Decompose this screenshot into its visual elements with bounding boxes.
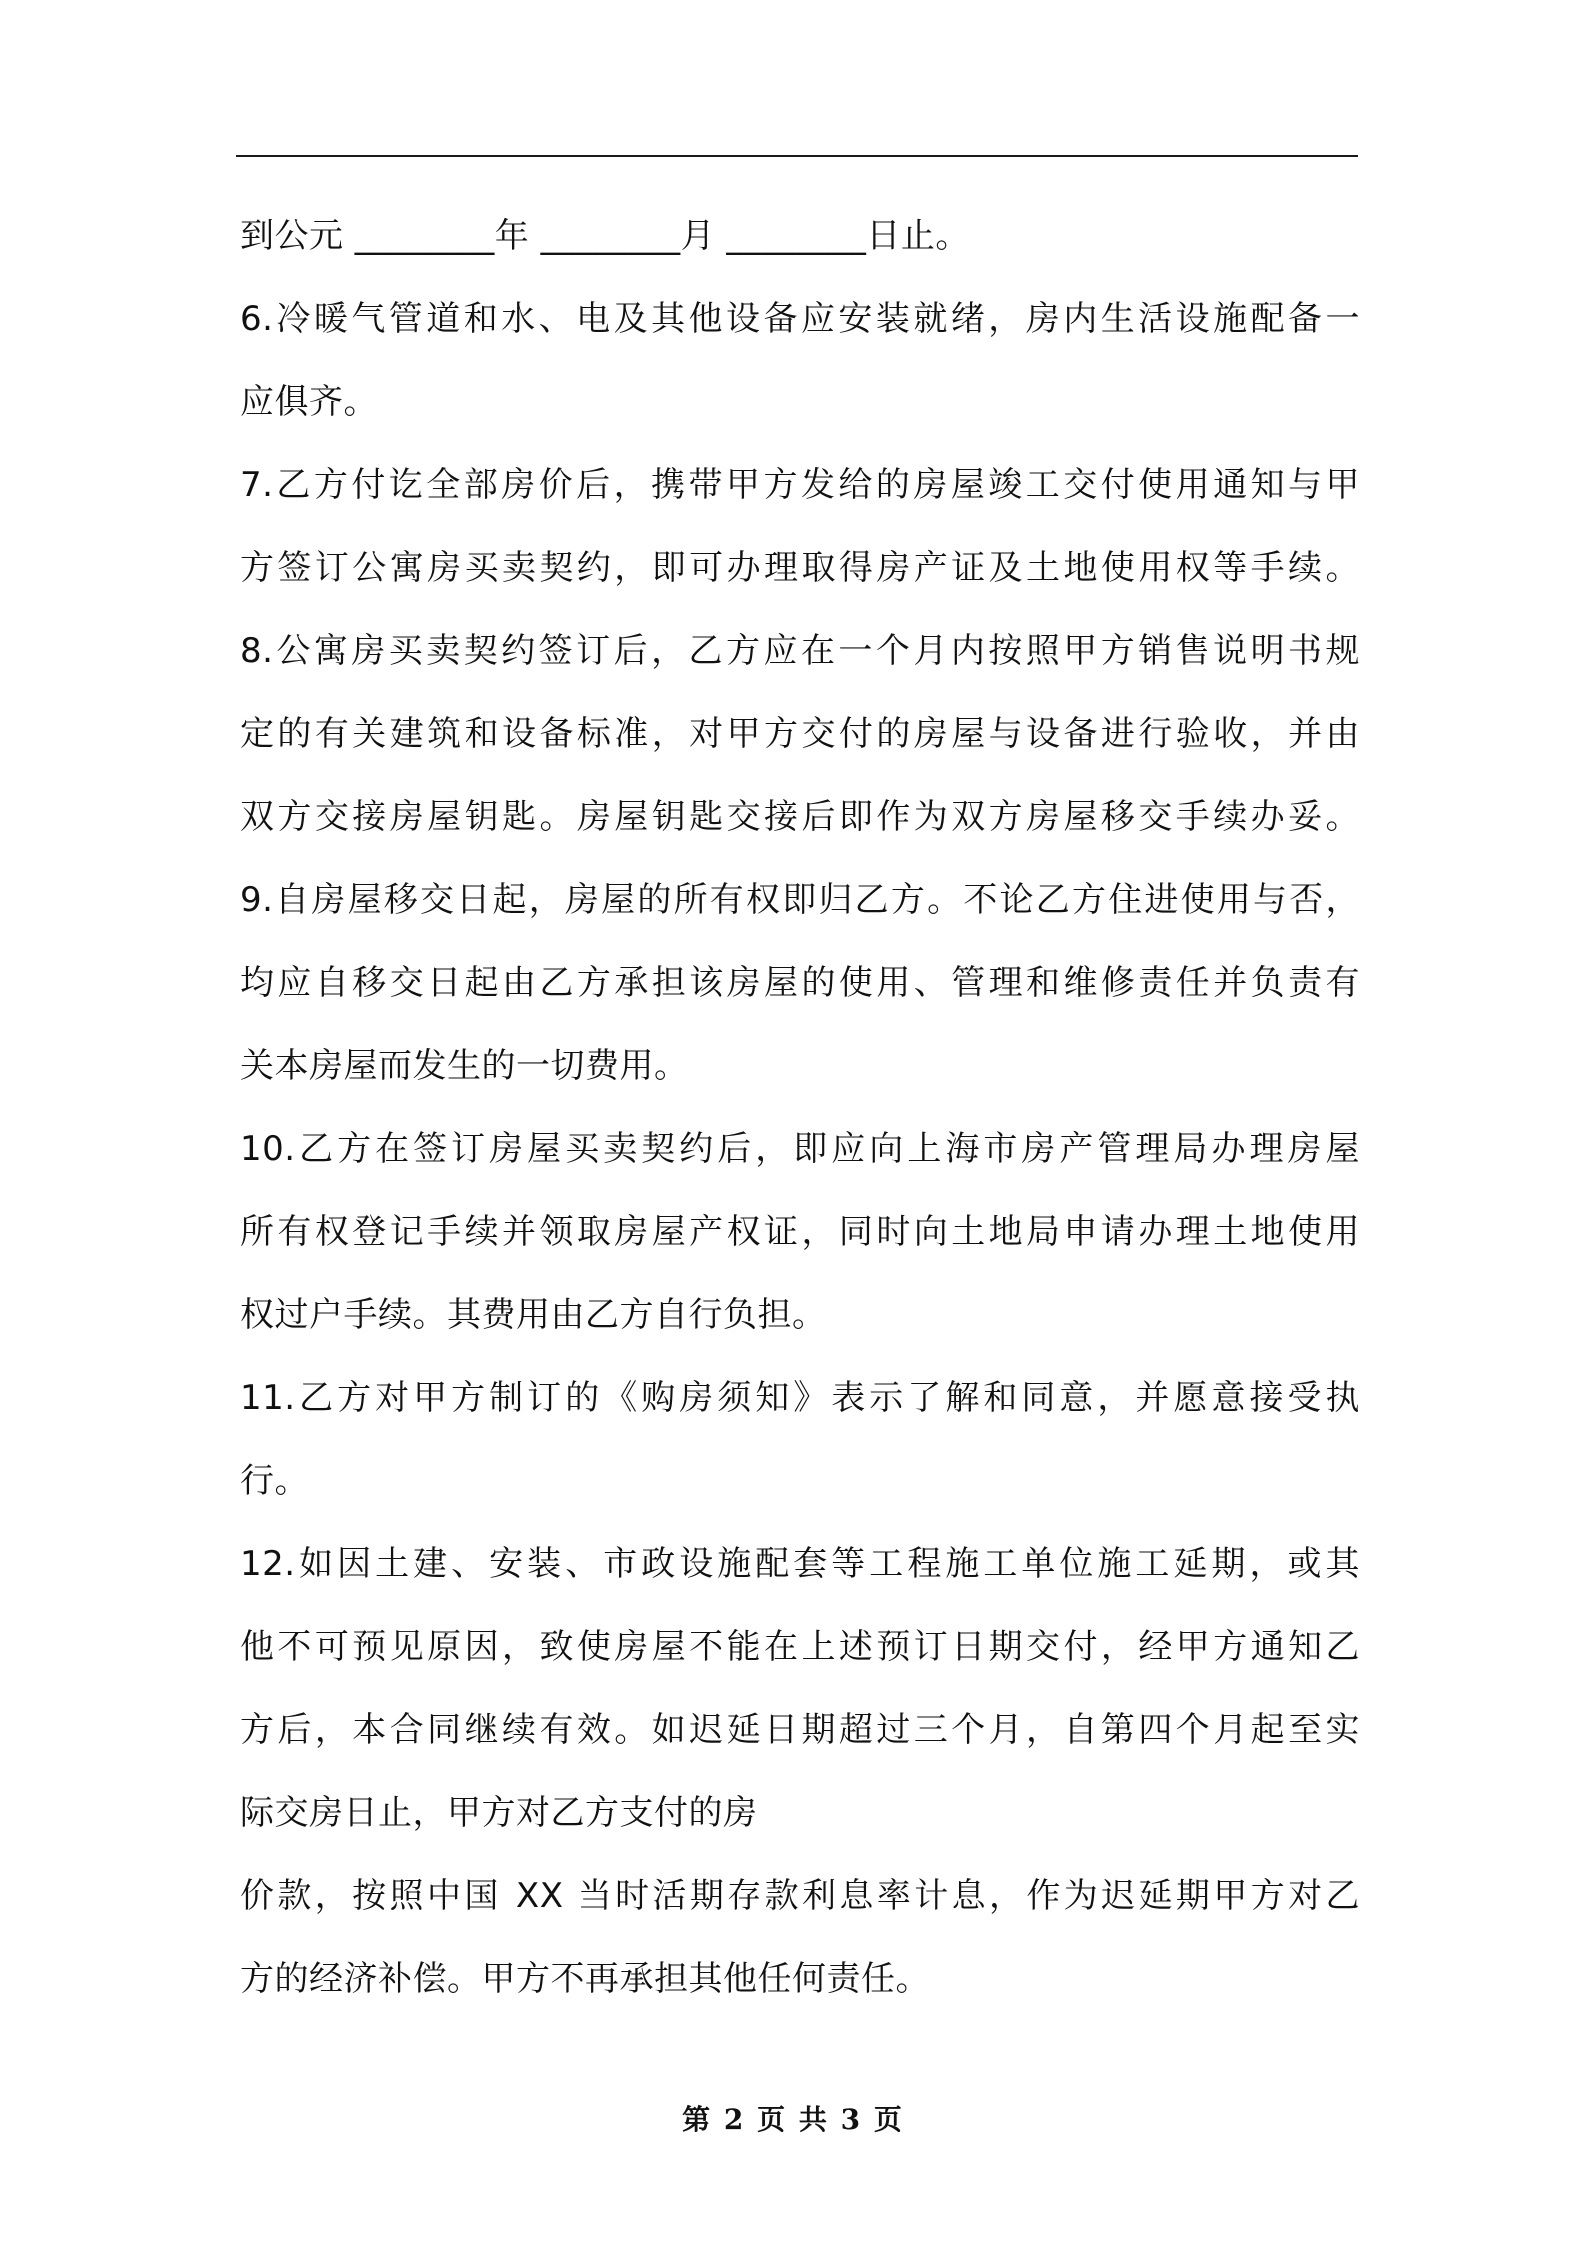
header-rule	[236, 155, 1358, 157]
text-line: 定的有关建筑和设备标准，对甲方交付的房屋与设备进行验收，并由	[240, 714, 1360, 754]
text-line: 11.乙方对甲方制订的《购房须知》表示了解和同意，并愿意接受执	[240, 1378, 1360, 1418]
text-line: 9.自房屋移交日起，房屋的所有权即归乙方。不论乙方住进使用与否，	[240, 880, 1360, 920]
text-line: 方的经济补偿。甲方不再承担其他任何责任。	[240, 1959, 930, 1999]
text-line: 方签订公寓房买卖契约，即可办理取得房产证及土地使用权等手续。	[240, 548, 1360, 588]
text-line: 方后，本合同继续有效。如迟延日期超过三个月，自第四个月起至实	[240, 1710, 1360, 1750]
page-number: 第 2 页 共 3 页	[682, 2103, 904, 2136]
text-line: 所有权登记手续并领取房屋产权证，同时向土地局申请办理土地使用	[240, 1212, 1360, 1252]
text-line: 价款，按照中国 XX 当时活期存款利息率计息，作为迟延期甲方对乙	[240, 1876, 1360, 1916]
text-line: 均应自移交日起由乙方承担该房屋的使用、管理和维修责任并负责有	[240, 963, 1360, 1003]
text-line: 10.乙方在签订房屋买卖契约后，即应向上海市房产管理局办理房屋	[240, 1129, 1360, 1169]
text-line: 8.公寓房买卖契约签订后，乙方应在一个月内按照甲方销售说明书规	[240, 631, 1360, 671]
text-line: 7.乙方付讫全部房价后，携带甲方发给的房屋竣工交付使用通知与甲	[240, 465, 1360, 505]
text-line: 权过户手续。其费用由乙方自行负担。	[240, 1295, 827, 1335]
text-line: 12.如因土建、安装、市政设施配套等工程施工单位施工延期，或其	[240, 1544, 1360, 1584]
text-line: 应俱齐。	[240, 382, 378, 422]
text-line: 际交房日止，甲方对乙方支付的房	[240, 1793, 758, 1833]
text-line: 关本房屋而发生的一切费用。	[240, 1046, 689, 1086]
text-line: 双方交接房屋钥匙。房屋钥匙交接后即作为双方房屋移交手续办妥。	[240, 797, 1360, 837]
document-body	[240, 195, 1360, 2021]
text-line: 6.冷暖气管道和水、电及其他设备应安装就绪，房内生活设施配备一	[240, 299, 1360, 339]
text-line: 到公元 ________年 ________月 ________日止。	[240, 216, 970, 256]
text-line: 行。	[240, 1461, 309, 1501]
text-line: 他不可预见原因，致使房屋不能在上述预订日期交付，经甲方通知乙	[240, 1627, 1360, 1667]
